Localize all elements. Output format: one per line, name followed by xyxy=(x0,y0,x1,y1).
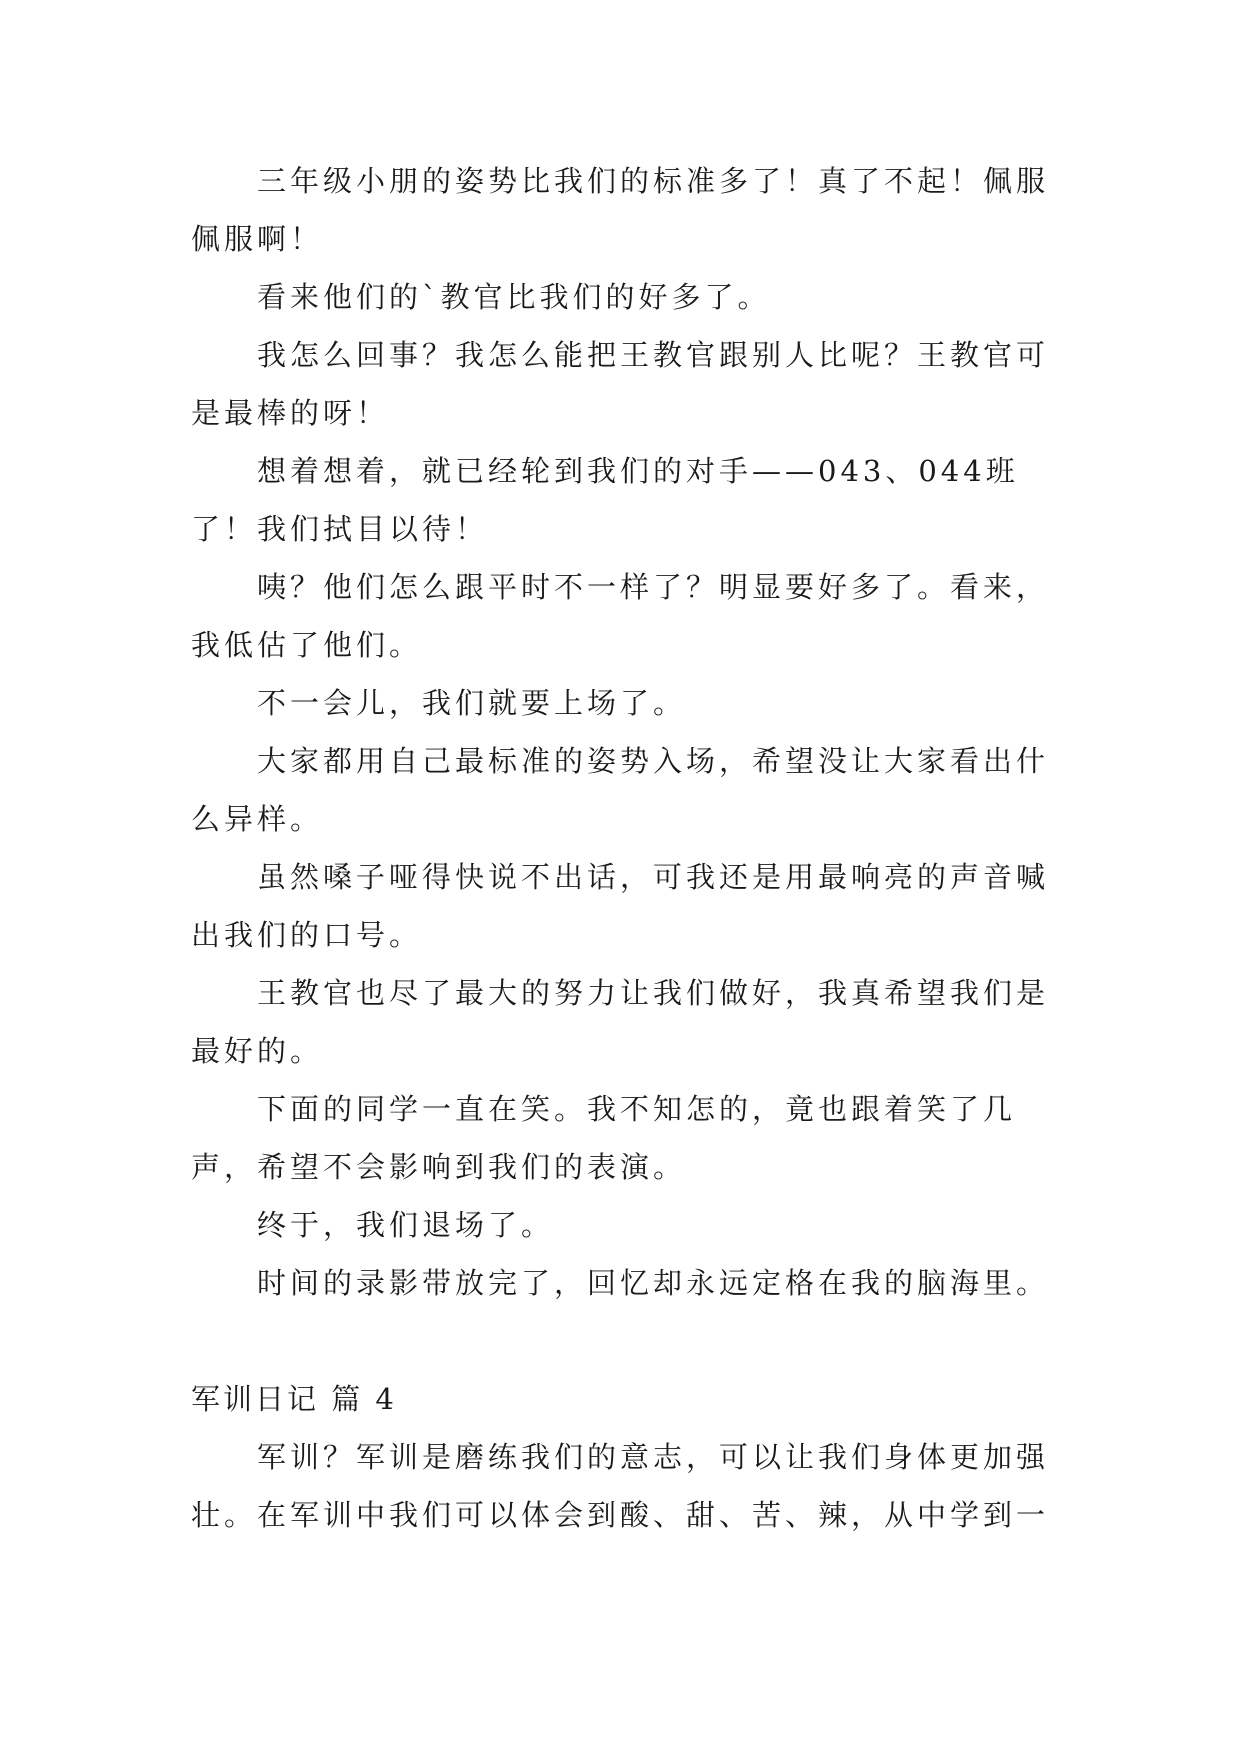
paragraph: 军训？军训是磨练我们的意志，可以让我们身体更加强壮。在军训中我们可以体会到酸、甜、苦、辣，从中学到一 xyxy=(191,1440,1050,1532)
paragraph: 终于，我们退场了。 xyxy=(257,1208,555,1242)
document-body xyxy=(191,152,1061,1544)
paragraph: 时间的录影带放完了，回忆却永远定格在我的脑海里。 xyxy=(257,1266,1050,1300)
paragraph: 想着想着，就已经轮到我们的对手——043、044班了！我们拭目以待！ xyxy=(191,454,1019,546)
paragraph: 我怎么回事？我怎么能把王教官跟别人比呢？王教官可是最棒的呀！ xyxy=(191,338,1050,430)
paragraph: 虽然嗓子哑得快说不出话，可我还是用最响亮的声音喊出我们的口号。 xyxy=(191,860,1050,952)
paragraph: 不一会儿，我们就要上场了。 xyxy=(257,686,687,720)
section-spacer xyxy=(191,1312,1061,1370)
paragraph: 三年级小朋的姿势比我们的标准多了！真了不起！佩服佩服啊！ xyxy=(191,164,1050,256)
paragraph: 王教官也尽了最大的努力让我们做好，我真希望我们是最好的。 xyxy=(191,976,1050,1068)
paragraph: 看来他们的`教官比我们的好多了。 xyxy=(257,280,771,314)
paragraph: 大家都用自己最标准的姿势入场，希望没让大家看出什么异样。 xyxy=(191,744,1050,836)
paragraph: 咦？他们怎么跟平时不一样了？明显要好多了。看来，我低估了他们。 xyxy=(191,570,1050,662)
paragraph: 下面的同学一直在笑。我不知怎的，竟也跟着笑了几声，希望不会影响到我们的表演。 xyxy=(191,1092,1017,1184)
section-heading: 军训日记 篇 4 xyxy=(191,1382,397,1416)
